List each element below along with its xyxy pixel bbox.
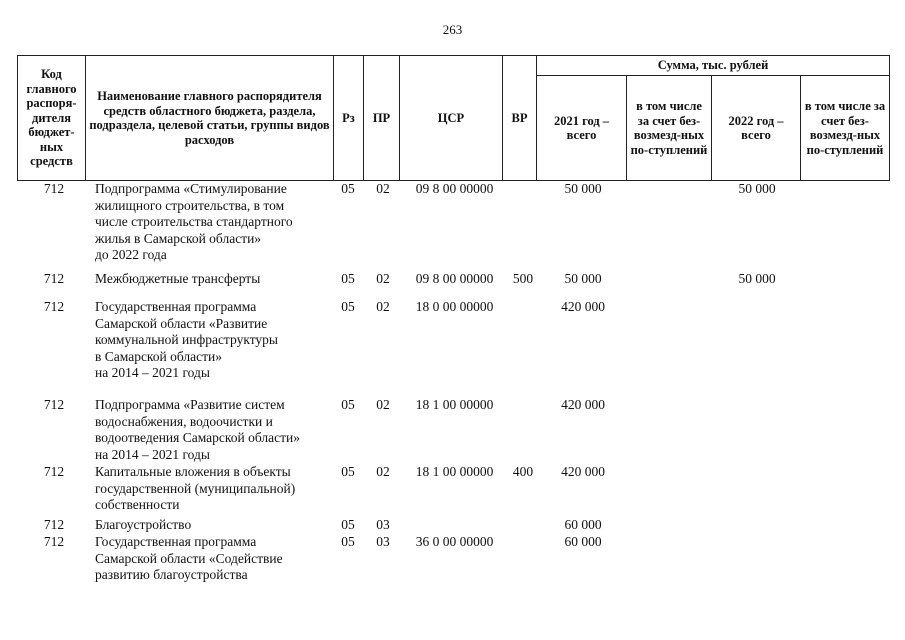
header-vr: ВР xyxy=(503,56,537,181)
cell-csr: 36 0 00 00000 xyxy=(415,534,494,549)
cell-pr: 02 xyxy=(376,181,390,196)
header-2021-bezvozmezd: в том числе за счет без-возмезд-ных по-ступлений xyxy=(627,76,712,181)
cell-pr: 02 xyxy=(376,271,390,286)
cell-kod: 712 xyxy=(43,299,65,314)
cell-sum-2021: 60 000 xyxy=(564,517,602,532)
cell-pr: 02 xyxy=(376,464,390,479)
cell-vr: 500 xyxy=(512,271,534,286)
table-row xyxy=(17,299,888,397)
table-row xyxy=(17,534,888,586)
header-2022-bezvozmezd: в том числе за счет без-возмезд-ных по-ступлений xyxy=(801,76,890,181)
table-row xyxy=(17,464,888,517)
table-body xyxy=(17,181,888,586)
cell-name: Капитальные вложения в объекты государственной (муниципальной) собственности xyxy=(95,464,296,512)
page-number: 263 xyxy=(442,22,463,37)
cell-name: Подпрограмма «Стимулирование жилищного строительства, в том числе строительства стандартного жилья в Самарской области» до 2022 года xyxy=(95,181,293,262)
cell-name: Государственная программа Самарской области «Содействие развитию благоустройства xyxy=(95,534,283,582)
header-pr: ПР xyxy=(364,56,400,181)
cell-rz: 05 xyxy=(341,397,355,412)
cell-csr: 09 8 00 00000 xyxy=(415,181,494,196)
header-kod: Код главного распоря-дителя бюджет-ных средств xyxy=(18,56,86,181)
header-name: Наименование главного распорядителя средств областного бюджета, раздела, подраздела, целевой статьи, группы видов расходов xyxy=(86,56,334,181)
cell-name: Государственная программа Самарской области «Развитие коммунальной инфраструктуры в Самарской области» на 2014 – 2021 годы xyxy=(95,299,278,380)
cell-kod: 712 xyxy=(43,464,65,479)
table-row xyxy=(17,517,888,534)
header-2022-total: 2022 год – всего xyxy=(712,76,801,181)
cell-rz: 05 xyxy=(341,299,355,314)
cell-csr: 18 0 00 00000 xyxy=(415,299,494,314)
cell-name: Межбюджетные трансферты xyxy=(95,271,261,286)
cell-csr: 18 1 00 00000 xyxy=(415,464,494,479)
cell-rz: 05 xyxy=(341,181,355,196)
cell-kod: 712 xyxy=(43,534,65,549)
cell-pr: 03 xyxy=(376,534,390,549)
cell-sum-2022: 50 000 xyxy=(738,271,776,286)
cell-kod: 712 xyxy=(43,181,65,196)
cell-sum-2021: 420 000 xyxy=(561,299,605,314)
cell-sum-2021: 420 000 xyxy=(561,397,605,412)
cell-rz: 05 xyxy=(341,517,355,532)
cell-name: Благоустройство xyxy=(95,517,192,532)
cell-rz: 05 xyxy=(341,534,355,549)
cell-pr: 03 xyxy=(376,517,390,532)
cell-pr: 02 xyxy=(376,397,390,412)
cell-sum-2021: 60 000 xyxy=(564,534,602,549)
cell-rz: 05 xyxy=(341,464,355,479)
header-2021-total: 2021 год – всего xyxy=(537,76,627,181)
table-row xyxy=(17,397,888,464)
cell-sum-2022: 50 000 xyxy=(738,181,776,196)
cell-kod: 712 xyxy=(43,397,65,412)
header-csr: ЦСР xyxy=(400,56,503,181)
header-rz: Рз xyxy=(334,56,364,181)
cell-kod: 712 xyxy=(43,271,65,286)
cell-csr: 09 8 00 00000 xyxy=(415,271,494,286)
table-row xyxy=(17,271,888,299)
cell-pr: 02 xyxy=(376,299,390,314)
table-row xyxy=(17,181,888,271)
cell-vr: 400 xyxy=(512,464,534,479)
cell-name: Подпрограмма «Развитие систем водоснабжения, водоочистки и водоотведения Самарской области» на 2014 – 2021 годы xyxy=(95,397,301,462)
cell-sum-2021: 50 000 xyxy=(564,181,602,196)
cell-rz: 05 xyxy=(341,271,355,286)
table-header xyxy=(17,55,890,181)
cell-sum-2021: 50 000 xyxy=(564,271,602,286)
cell-sum-2021: 420 000 xyxy=(561,464,605,479)
header-summa: Сумма, тыс. рублей xyxy=(537,56,890,76)
cell-kod: 712 xyxy=(43,517,65,532)
cell-csr: 18 1 00 00000 xyxy=(415,397,494,412)
